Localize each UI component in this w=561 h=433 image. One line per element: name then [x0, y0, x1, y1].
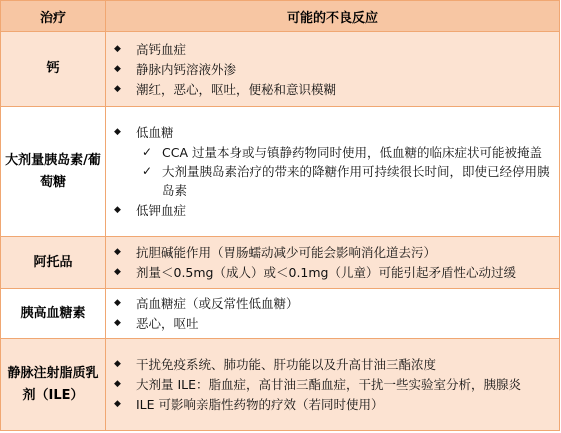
diamond-bullet-icon: ◆ — [114, 63, 121, 74]
treatment-high-dose-insulin: 大剂量胰岛素/葡萄糖 — [1, 107, 106, 237]
table-row — [1, 32, 560, 107]
treatment-ile: 静脉注射脂质乳剂（ILE） — [1, 339, 106, 431]
header-adverse-reactions: 可能的不良反应 — [106, 1, 560, 32]
list-item — [106, 355, 555, 374]
reaction-text: 高血糖症（或反常性低血糖） — [136, 296, 299, 311]
reaction-text: 潮红，恶心，呕吐，便秘和意识模糊 — [136, 81, 337, 97]
treatment-atropine: 阿托品 — [1, 237, 106, 289]
reaction-sublist — [106, 143, 555, 200]
list-item — [106, 201, 555, 220]
reaction-text: 干扰免疫系统、肺功能、肝功能以及升高甘油三酯浓度 — [136, 357, 437, 372]
checkmark-icon: ✓ — [142, 164, 153, 178]
diamond-bullet-icon: ◆ — [114, 298, 121, 308]
reaction-list — [106, 294, 555, 333]
reaction-text: 低血糖 — [136, 125, 174, 140]
list-item — [106, 162, 555, 200]
list-item — [106, 40, 555, 59]
table-row — [1, 339, 560, 431]
diamond-bullet-icon: ◆ — [114, 83, 121, 94]
list-item — [106, 375, 555, 394]
reaction-text: 低钾血症 — [136, 203, 187, 218]
diamond-bullet-icon: ◆ — [114, 205, 121, 215]
reaction-list — [106, 123, 555, 142]
list-item — [106, 143, 555, 162]
reactions-cell — [106, 237, 560, 289]
list-item — [106, 294, 555, 313]
reactions-cell — [106, 32, 560, 107]
list-item — [106, 395, 555, 414]
treatment-glucagon: 胰高血糖素 — [1, 289, 106, 339]
header-treatment: 治疗 — [1, 1, 106, 32]
reactions-cell — [106, 289, 560, 339]
reaction-text: 大剂量胰岛素治疗的带来的降糖作用可持续很长时间，即使已经停用胰岛素 — [162, 164, 550, 198]
table-header-row — [1, 1, 560, 32]
reactions-cell — [106, 339, 560, 431]
diamond-bullet-icon: ◆ — [114, 359, 121, 369]
diamond-bullet-icon: ◆ — [114, 247, 121, 257]
treatment-calcium: 钙 — [1, 32, 106, 107]
table-row — [1, 107, 560, 237]
diamond-bullet-icon: ◆ — [114, 379, 121, 389]
reaction-text: ILE 可影响亲脂性药物的疗效（若同时使用） — [136, 397, 384, 412]
reaction-text: 抗胆碱能作用（胃肠蠕动减少可能会影响消化道去污） — [136, 245, 437, 260]
reaction-list — [106, 355, 555, 414]
diamond-bullet-icon: ◆ — [114, 399, 121, 409]
reaction-text: 静脉内钙溶液外渗 — [136, 61, 237, 77]
reaction-list — [106, 201, 555, 220]
reaction-list — [106, 243, 555, 282]
reaction-text: 剂量＜0.5mg（成人）或＜0.1mg（儿童）可能引起矛盾性心动过缓 — [136, 265, 516, 280]
reaction-text: 高钙血症 — [136, 41, 187, 57]
diamond-bullet-icon: ◆ — [114, 318, 121, 328]
table-row — [1, 289, 560, 339]
diamond-bullet-icon: ◆ — [114, 267, 121, 277]
checkmark-icon: ✓ — [142, 145, 153, 159]
list-item — [106, 263, 555, 282]
diamond-bullet-icon: ◆ — [114, 43, 121, 54]
list-item — [106, 60, 555, 79]
list-item — [106, 80, 555, 99]
reactions-cell — [106, 107, 560, 237]
table-row — [1, 237, 560, 289]
list-item — [106, 314, 555, 333]
reaction-text: 大剂量 ILE：脂血症，高甘油三酯血症，干扰一些实验室分析，胰腺炎 — [136, 377, 522, 392]
list-item — [106, 243, 555, 262]
reaction-list — [106, 40, 555, 99]
reaction-text: 恶心，呕吐 — [136, 316, 199, 331]
diamond-bullet-icon: ◆ — [114, 127, 121, 137]
list-item — [106, 123, 555, 142]
reaction-text: CCA 过量本身或与镇静药物同时使用，低血糖的临床症状可能被掩盖 — [162, 145, 542, 160]
